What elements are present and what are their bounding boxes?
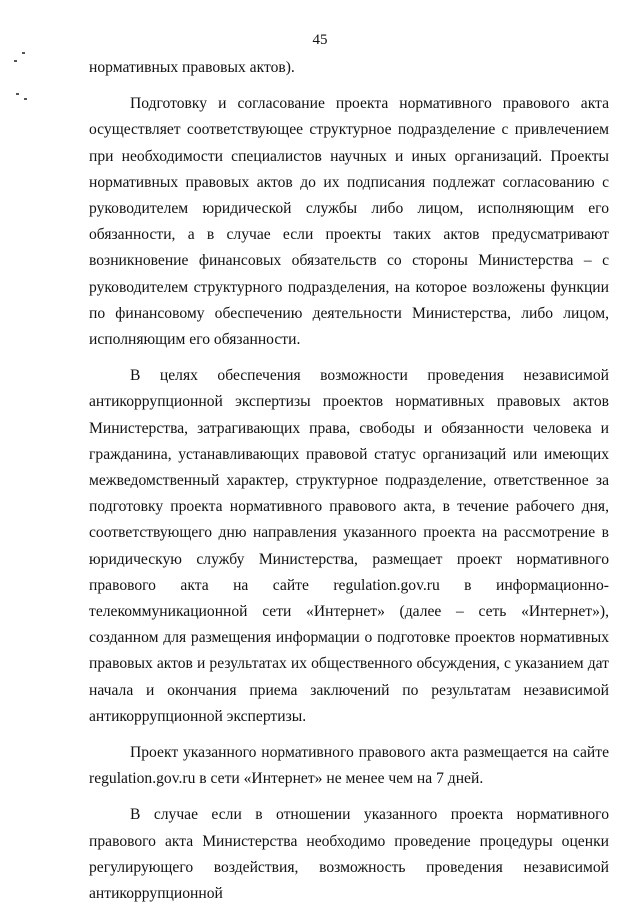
paragraph-anticorruption: В целях обеспечения возможности проведения независимой антикоррупционной экспертизы проектов нормативных правовых актов Министерства, затрагивающих права, свободы и обязанности человека и гражданина, устанавливающих правовой статус организаций или имеющих межведомственный характер, структурное подразделение, ответственное за подготовку проекта нормативного правового акта, в течение рабочего дня, соответствующего дню направления указанного проекта на рассмотрение в юридическую службу Министерства, размещает проект нормативного правового акта на сайте regulation.gov.ru в информационно-телекоммуникационной сети «Интернет» (далее – сеть «Интернет»), созданном для размещения информации о подготовке проектов нормативных правовых актов и результатах их общественного обсуждения, с указанием дат начала и окончания приема заключений по результатам независимой антикоррупционной экспертизы. (89, 367, 609, 725)
paragraph-preparation: Подготовку и согласование проекта нормативного правового акта осуществляет соответствующее структурное подразделение с привлечением при необходимости специалистов научных и иных организаций. Проекты нормативных правовых актов до их подписания подлежат согласованию с руководителем юридической службы либо лицом, исполняющим его обязанности, а в случае если проекты таких актов предусматривают возникновение финансовых обязательств со стороны Министерства – с руководителем структурного подразделения, на которое возложены функции по финансовому обеспечению деятельности Министерства, либо лицом, исполняющим его обязанности. (89, 95, 609, 349)
scan-speck (14, 60, 17, 62)
scan-speck (24, 98, 27, 100)
scan-speck (22, 52, 25, 54)
page-number: 45 (312, 32, 328, 48)
document-body (89, 55, 609, 907)
paragraph-continuation: нормативных правовых актов). (89, 59, 295, 76)
scan-speck (16, 93, 19, 95)
paragraph-publication-term: Проект указанного нормативного правового акта размещается на сайте regulation.gov.ru в сети «Интернет» не менее чем на 7 дней. (89, 744, 609, 788)
paragraph-regulatory-impact: В случае если в отношении указанного проекта нормативного правового акта Министерства необходимо проведение процедуры оценки регулирующего воздействия, возможность проведения независимой антикоррупционной (89, 806, 609, 903)
